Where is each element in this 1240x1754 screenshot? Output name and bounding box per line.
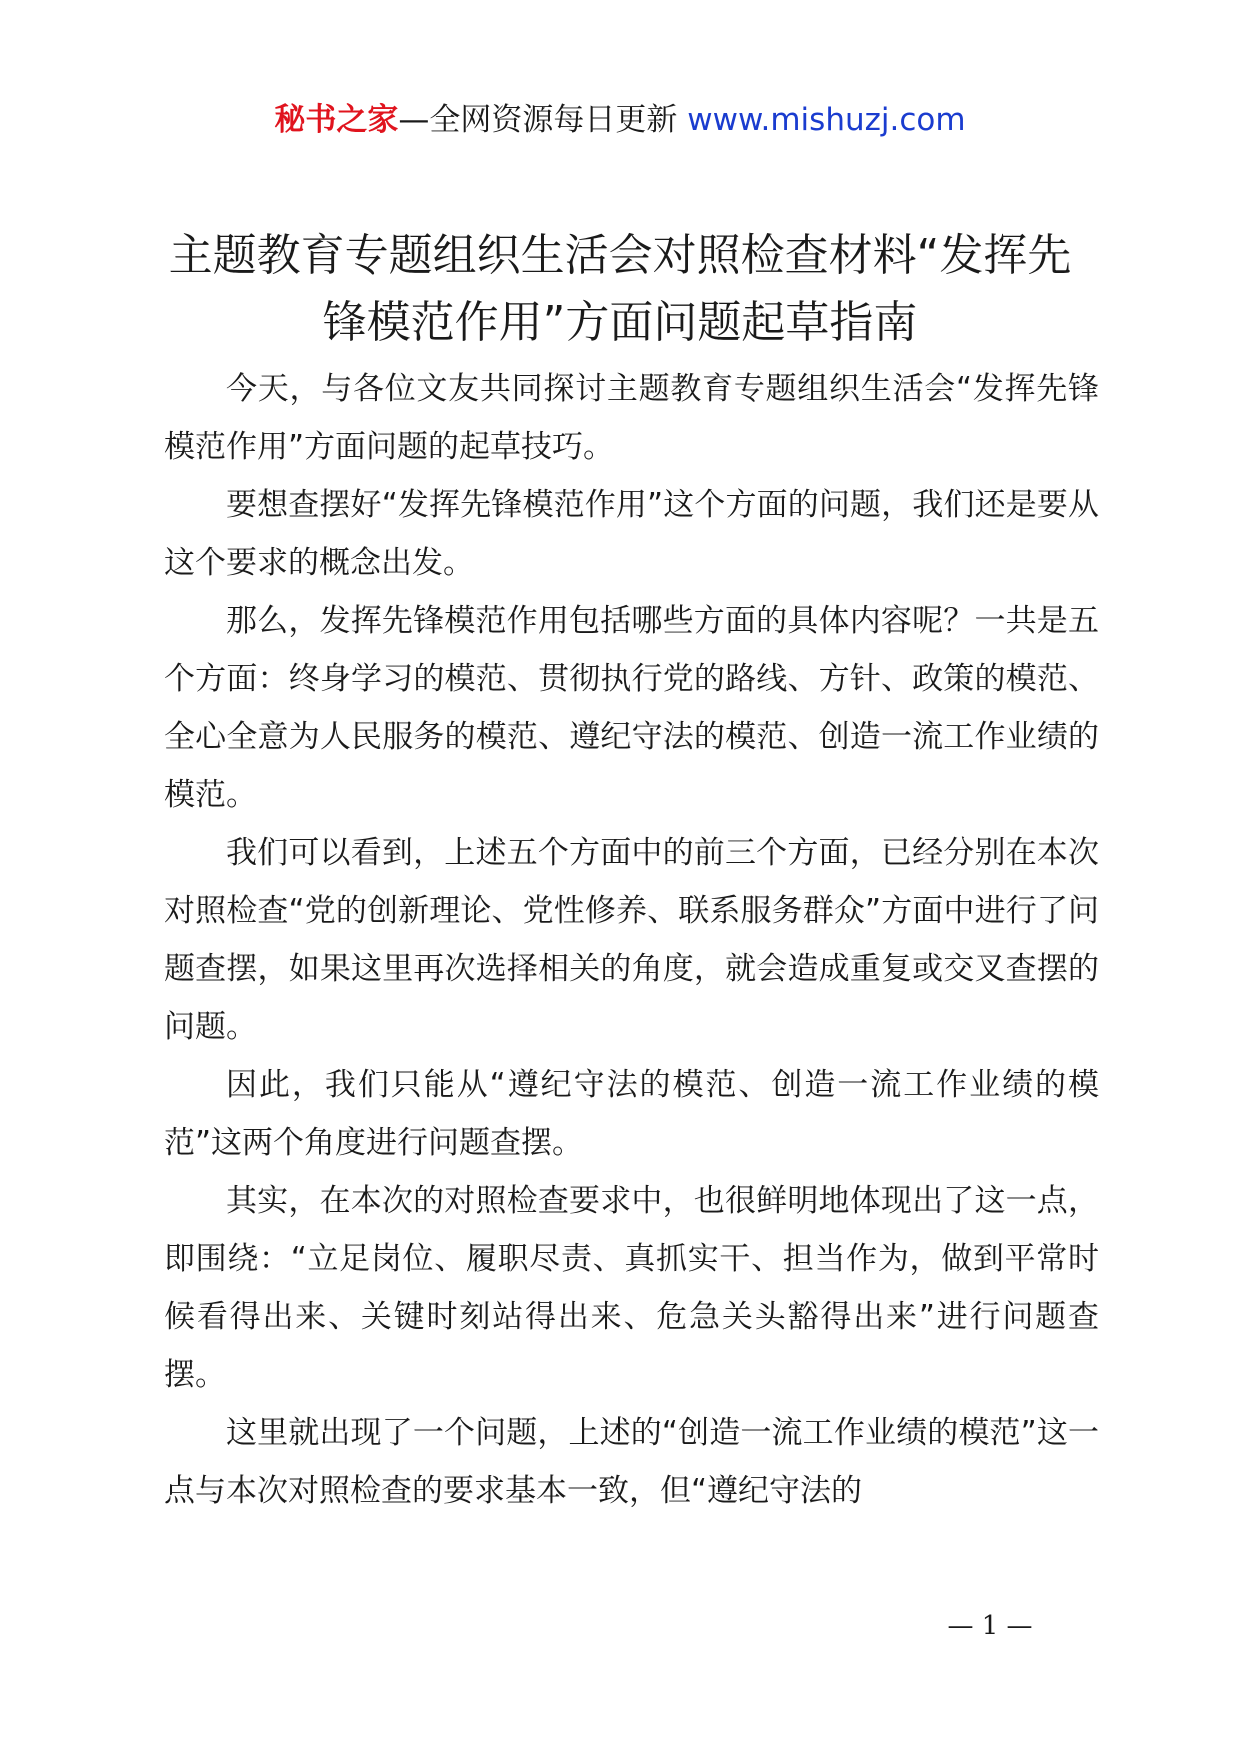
site-banner [0, 90, 1240, 150]
document-body [164, 360, 1099, 1520]
paragraph: 这里就出现了一个问题，上述的“创造一流工作业绩的模范”这一点与本次对照检查的要求基本一致，但“遵纪守法的 [164, 1415, 1099, 1509]
document-title: 主题教育专题组织生活会对照检查材料“发挥先锋模范作用”方面问题起草指南 [168, 230, 1072, 348]
paragraph: 因此，我们只能从“遵纪守法的模范、创造一流工作业绩的模范”这两个角度进行问题查摆。 [164, 1067, 1099, 1161]
brand-name: 秘书之家 [274, 102, 399, 138]
paragraph: 其实，在本次的对照检查要求中，也很鲜明地体现出了这一点，即围绕：“立足岗位、履职尽责、真抓实干、担当作为，做到平常时候看得出来、关键时刻站得出来、危急关头豁得出来”进行问题查摆。 [164, 1183, 1099, 1393]
paragraph: 要想查摆好“发挥先锋模范作用”这个方面的问题，我们还是要从这个要求的概念出发。 [164, 487, 1099, 581]
paragraph: 那么，发挥先锋模范作用包括哪些方面的具体内容呢？一共是五个方面：终身学习的模范、贯彻执行党的路线、方针、政策的模范、全心全意为人民服务的模范、遵纪守法的模范、创造一流工作业绩的模范。 [164, 603, 1099, 813]
page-number: — 1 — [947, 1611, 1033, 1641]
banner-tagline: —全网资源每日更新 [398, 102, 678, 138]
site-url-link[interactable]: www.mishuzj.com [687, 102, 966, 138]
paragraph: 我们可以看到，上述五个方面中的前三个方面，已经分别在本次对照检查“党的创新理论、党性修养、联系服务群众”方面中进行了问题查摆，如果这里再次选择相关的角度，就会造成重复或交叉查摆的问题。 [164, 835, 1099, 1045]
paragraph: 今天，与各位文友共同探讨主题教育专题组织生活会“发挥先锋模范作用”方面问题的起草技巧。 [164, 371, 1099, 465]
